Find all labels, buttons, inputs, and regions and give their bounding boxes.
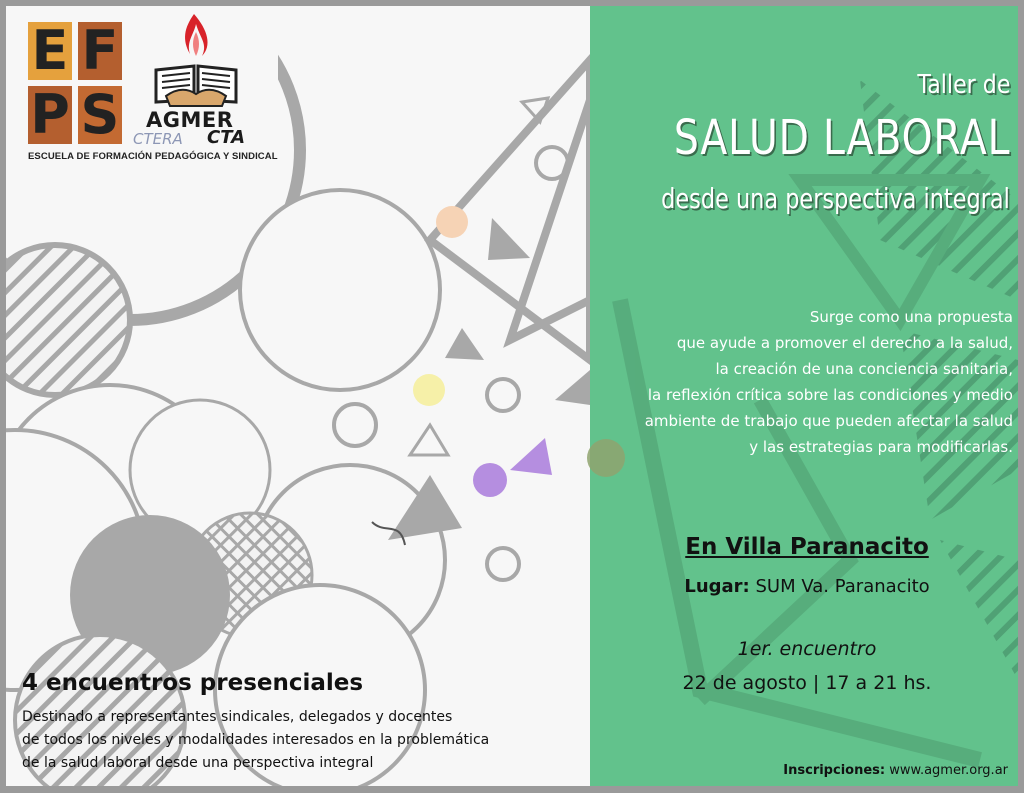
flame-icon xyxy=(185,14,207,56)
registration-label: Inscripciones: xyxy=(783,763,886,778)
cta-wordmark: CTA xyxy=(207,127,246,148)
description-line: Surge como una propuesta xyxy=(809,308,1013,326)
registration-url[interactable]: www.agmer.org.ar xyxy=(889,763,1008,778)
description-line: que ayude a promover el derecho a la salud, xyxy=(676,334,1013,352)
agmer-wordmark: AGMER xyxy=(146,108,234,132)
efps-letter-e: E xyxy=(31,19,69,82)
place-label: Lugar: xyxy=(684,576,750,597)
efps-tile-s xyxy=(78,83,122,146)
handshake-icon xyxy=(166,90,226,106)
audience-line: Destinado a representantes sindicales, delegados y docentes xyxy=(22,709,453,725)
meetings-count: 4 encuentros presenciales xyxy=(22,670,364,696)
description-line: ambiente de trabajo que pueden afectar la salud xyxy=(644,412,1013,430)
place-value: SUM Va. Paranacito xyxy=(755,576,930,597)
registration xyxy=(783,763,1008,778)
efps-tile-e xyxy=(28,19,72,82)
date-time: 22 de agosto | 17 a 21 hs. xyxy=(682,672,932,694)
place-line xyxy=(590,576,1024,597)
school-name: ESCUELA DE FORMACIÓN PEDAGÓGICA Y SINDICAL xyxy=(28,151,278,162)
title-main: SALUD LABORAL xyxy=(673,110,1010,166)
title-subtitle: desde una perspectiva integral xyxy=(661,182,1010,215)
meeting-label: 1er. encuentro xyxy=(737,638,877,660)
ctera-wordmark: CTERA xyxy=(133,130,183,148)
audience-line: de todos los niveles y modalidades interesados en la problemática xyxy=(22,732,490,748)
efps-tile-p xyxy=(28,83,72,146)
audience-line: de la salud laboral desde una perspectiva integral xyxy=(22,755,374,771)
audience-text xyxy=(22,706,489,775)
title-line-1: Taller de xyxy=(916,70,1010,100)
description xyxy=(493,304,1013,460)
efps-logo xyxy=(28,19,122,148)
efps-tile-f xyxy=(78,19,122,82)
efps-letter-s: S xyxy=(80,83,120,146)
description-line: y las estrategias para modificarlas. xyxy=(749,438,1013,456)
efps-letter-f: F xyxy=(81,19,119,82)
description-line: la creación de una conciencia sanitaria, xyxy=(715,360,1013,378)
efps-letter-p: P xyxy=(30,83,70,146)
location-heading: En Villa Paranacito xyxy=(685,534,929,560)
agmer-emblem xyxy=(146,10,246,110)
description-line: la reflexión crítica sobre las condiciones y medio xyxy=(647,386,1013,404)
